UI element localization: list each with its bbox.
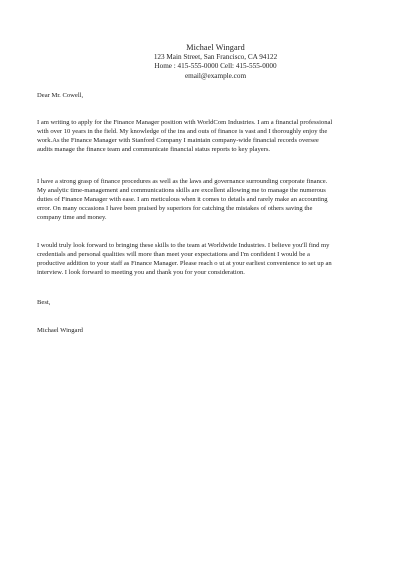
sender-name: Michael Wingard — [186, 43, 245, 52]
signature-name: Michael Wingard — [37, 327, 83, 334]
paragraph-2 — [37, 178, 377, 223]
paragraph-line: I am writing to apply for the Finance Manager position with WorldCom Industries. I am a financial professional — [37, 119, 333, 126]
paragraph-line: My analytic time-management and communications skills are excellent allowing me to manage the numerous — [37, 186, 326, 194]
paragraph-line: with over 10 years in the field. My knowledge of the ins and outs of finance is vast and I thoroughly enjoy the — [37, 127, 328, 135]
sender-address: 123 Main Street, San Francisco, CA 94122 — [153, 52, 278, 61]
paragraph-3 — [37, 242, 377, 278]
sender-email: email@example.com — [184, 71, 247, 80]
sender-phones: Home : 415-555-0000 Cell: 415-555-0000 — [154, 62, 277, 71]
paragraph-line: error. On many occasions I have been praised by superiors for catching the mistakes of others saving the — [37, 204, 313, 212]
paragraph-line: duties of Finance Manager with ease. I am meticulous when it comes to details and rarely make an accounting — [37, 195, 328, 203]
paragraph-line: work.As the Finance Manager with Stanford Company I maintain company-wide financial records oversee — [37, 136, 319, 144]
salutation: Dear Mr. Cowell, — [37, 92, 84, 99]
closing: Best, — [37, 299, 51, 306]
paragraph-line: I have a strong grasp of finance procedures as well as the laws and governance surrounding corporate finance. — [37, 178, 328, 185]
paragraph-line: interview. I look forward to meeting you and thank you for your consideration. — [37, 268, 245, 276]
paragraph-line: productive addition to your staff as Finance Manager. Please reach o ut at your earliest convenience to set up an — [37, 259, 332, 267]
paragraph-line: credentials and personal qualities will more than meet your expectations and I'm confident I would be a — [37, 250, 310, 258]
paragraph-line: I would truly look forward to bringing these skills to the team at Worldwide Industries. I believe you'll find my — [37, 242, 330, 249]
paragraph-line: audits manage the finance team and communicate financial status reports to key players. — [37, 145, 271, 153]
paragraph-1 — [37, 119, 377, 155]
paragraph-line: company time and money. — [37, 213, 107, 221]
letter-header — [0, 43, 403, 81]
